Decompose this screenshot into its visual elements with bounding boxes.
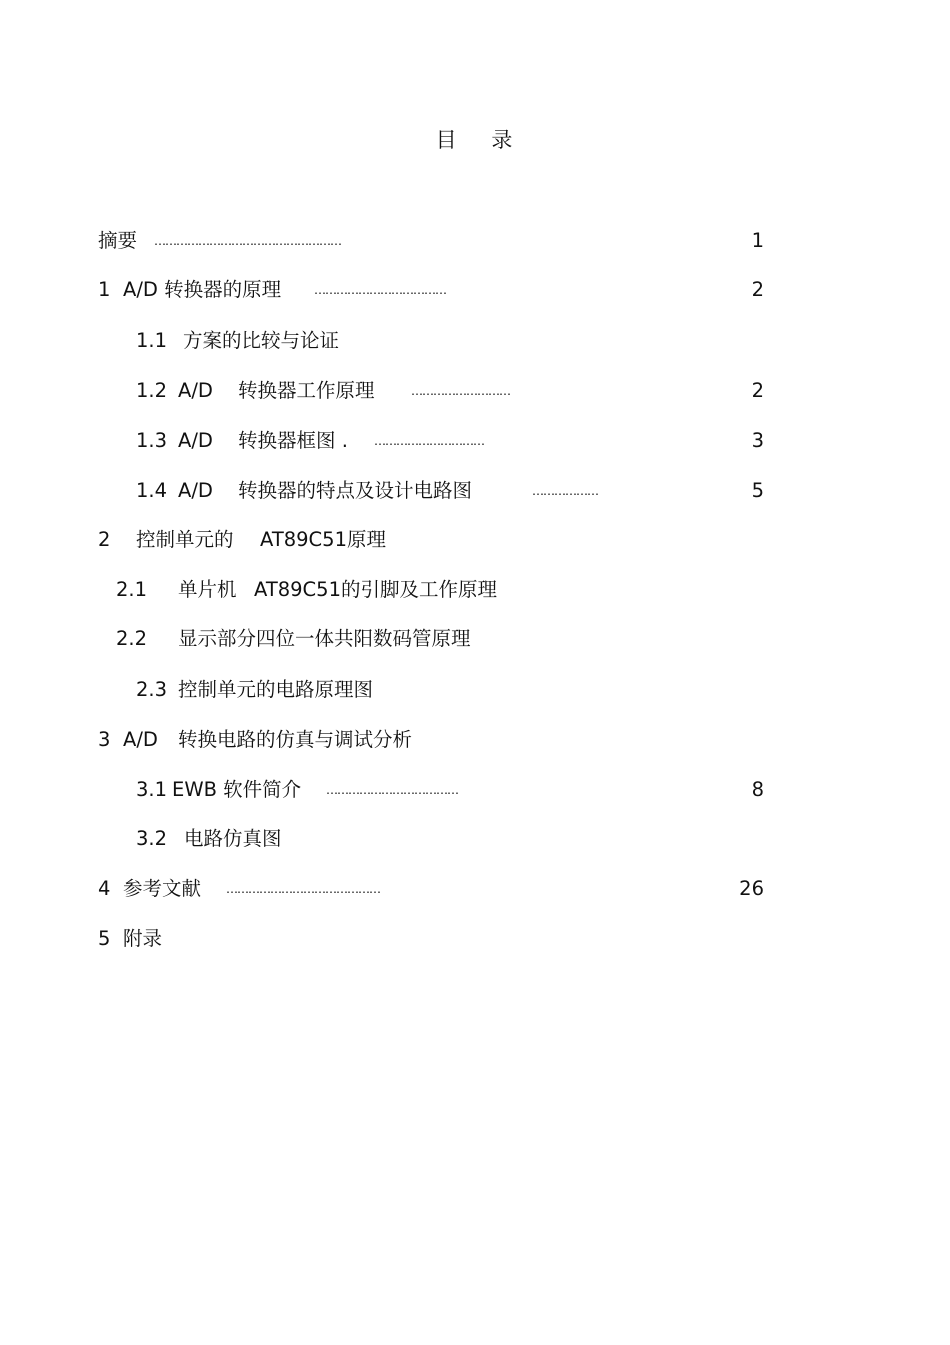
toc-entry-page: 2 xyxy=(751,379,764,402)
page-title: 目 录 xyxy=(435,128,527,152)
toc-entry-leader: ………………………… xyxy=(374,434,484,448)
toc-entry-label: A/D xyxy=(178,379,213,402)
toc-entry-number: 1.3 xyxy=(136,429,168,452)
toc-entry-leader: ……………… xyxy=(532,484,598,498)
toc-entry-label: 附录 xyxy=(123,927,163,950)
toc-entry-label: EWB 软件简介 xyxy=(172,778,302,801)
toc-entry-label: A/D xyxy=(123,728,158,751)
toc-entry-number: 3 xyxy=(98,728,111,751)
toc-entry-leader: ……………………… xyxy=(411,384,510,398)
toc-entry-number: 2 xyxy=(98,528,111,551)
toc-entry-label: 显示部分四位一体共阳数码管原理 xyxy=(178,627,471,650)
toc-entry-label-continued: 转换电路的仿真与调试分析 xyxy=(178,728,413,751)
toc-entry-page: 1 xyxy=(751,229,764,252)
toc-entry-label: A/D xyxy=(178,429,213,452)
toc-entry-label: 方案的比较与论证 xyxy=(183,329,340,352)
toc-entry-label: 参考文献 xyxy=(123,877,202,900)
toc-entry-number: 1 xyxy=(98,278,111,301)
toc-entry-label-continued: 转换器工作原理 xyxy=(238,379,375,402)
toc-entry-number: 2.3 xyxy=(136,678,168,701)
toc-entry-page: 2 xyxy=(751,278,764,301)
toc-entry-number: 1.4 xyxy=(136,479,168,502)
toc-entry-label: A/D 转换器的原理 xyxy=(123,278,282,301)
toc-entry-label-continued: AT89C51的引脚及工作原理 xyxy=(254,578,497,601)
toc-entry-number: 2.1 xyxy=(116,578,148,601)
toc-entry-number: 2.2 xyxy=(116,627,148,650)
toc-entry-number: 4 xyxy=(98,877,111,900)
toc-entry-label-continued: 转换器框图 . xyxy=(238,429,348,452)
toc-entry-leader: ……………………………… xyxy=(326,783,458,797)
toc-entry-page: 8 xyxy=(751,778,764,801)
toc-entry-leader: …………………………………………… xyxy=(154,234,341,248)
toc-entry-label-continued: 转换器的特点及设计电路图 xyxy=(238,479,473,502)
toc-entry-number: 3.1 xyxy=(136,778,168,801)
toc-entry-number: 5 xyxy=(98,927,111,950)
toc-entry-label: 控制单元的电路原理图 xyxy=(178,678,374,701)
toc-entry-number: 3.2 xyxy=(136,827,168,850)
toc-entry-label: A/D xyxy=(178,479,213,502)
toc-entry-label: 摘要 xyxy=(98,229,138,252)
toc-entry-label: 单片机 xyxy=(178,578,237,601)
toc-entry-leader: ……………………………… xyxy=(314,283,446,297)
toc-entry-number: 1.1 xyxy=(136,329,168,352)
toc-entry-label-continued: AT89C51原理 xyxy=(260,528,386,551)
toc-entry-leader: …………………………………… xyxy=(226,882,380,896)
toc-entry-number: 1.2 xyxy=(136,379,168,402)
toc-entry-page: 3 xyxy=(751,429,764,452)
toc-entry-label: 电路仿真图 xyxy=(184,827,282,850)
toc-entry-label: 控制单元的 xyxy=(136,528,234,551)
toc-entry-page: 5 xyxy=(751,479,764,502)
toc-entry-page: 26 xyxy=(739,877,764,900)
